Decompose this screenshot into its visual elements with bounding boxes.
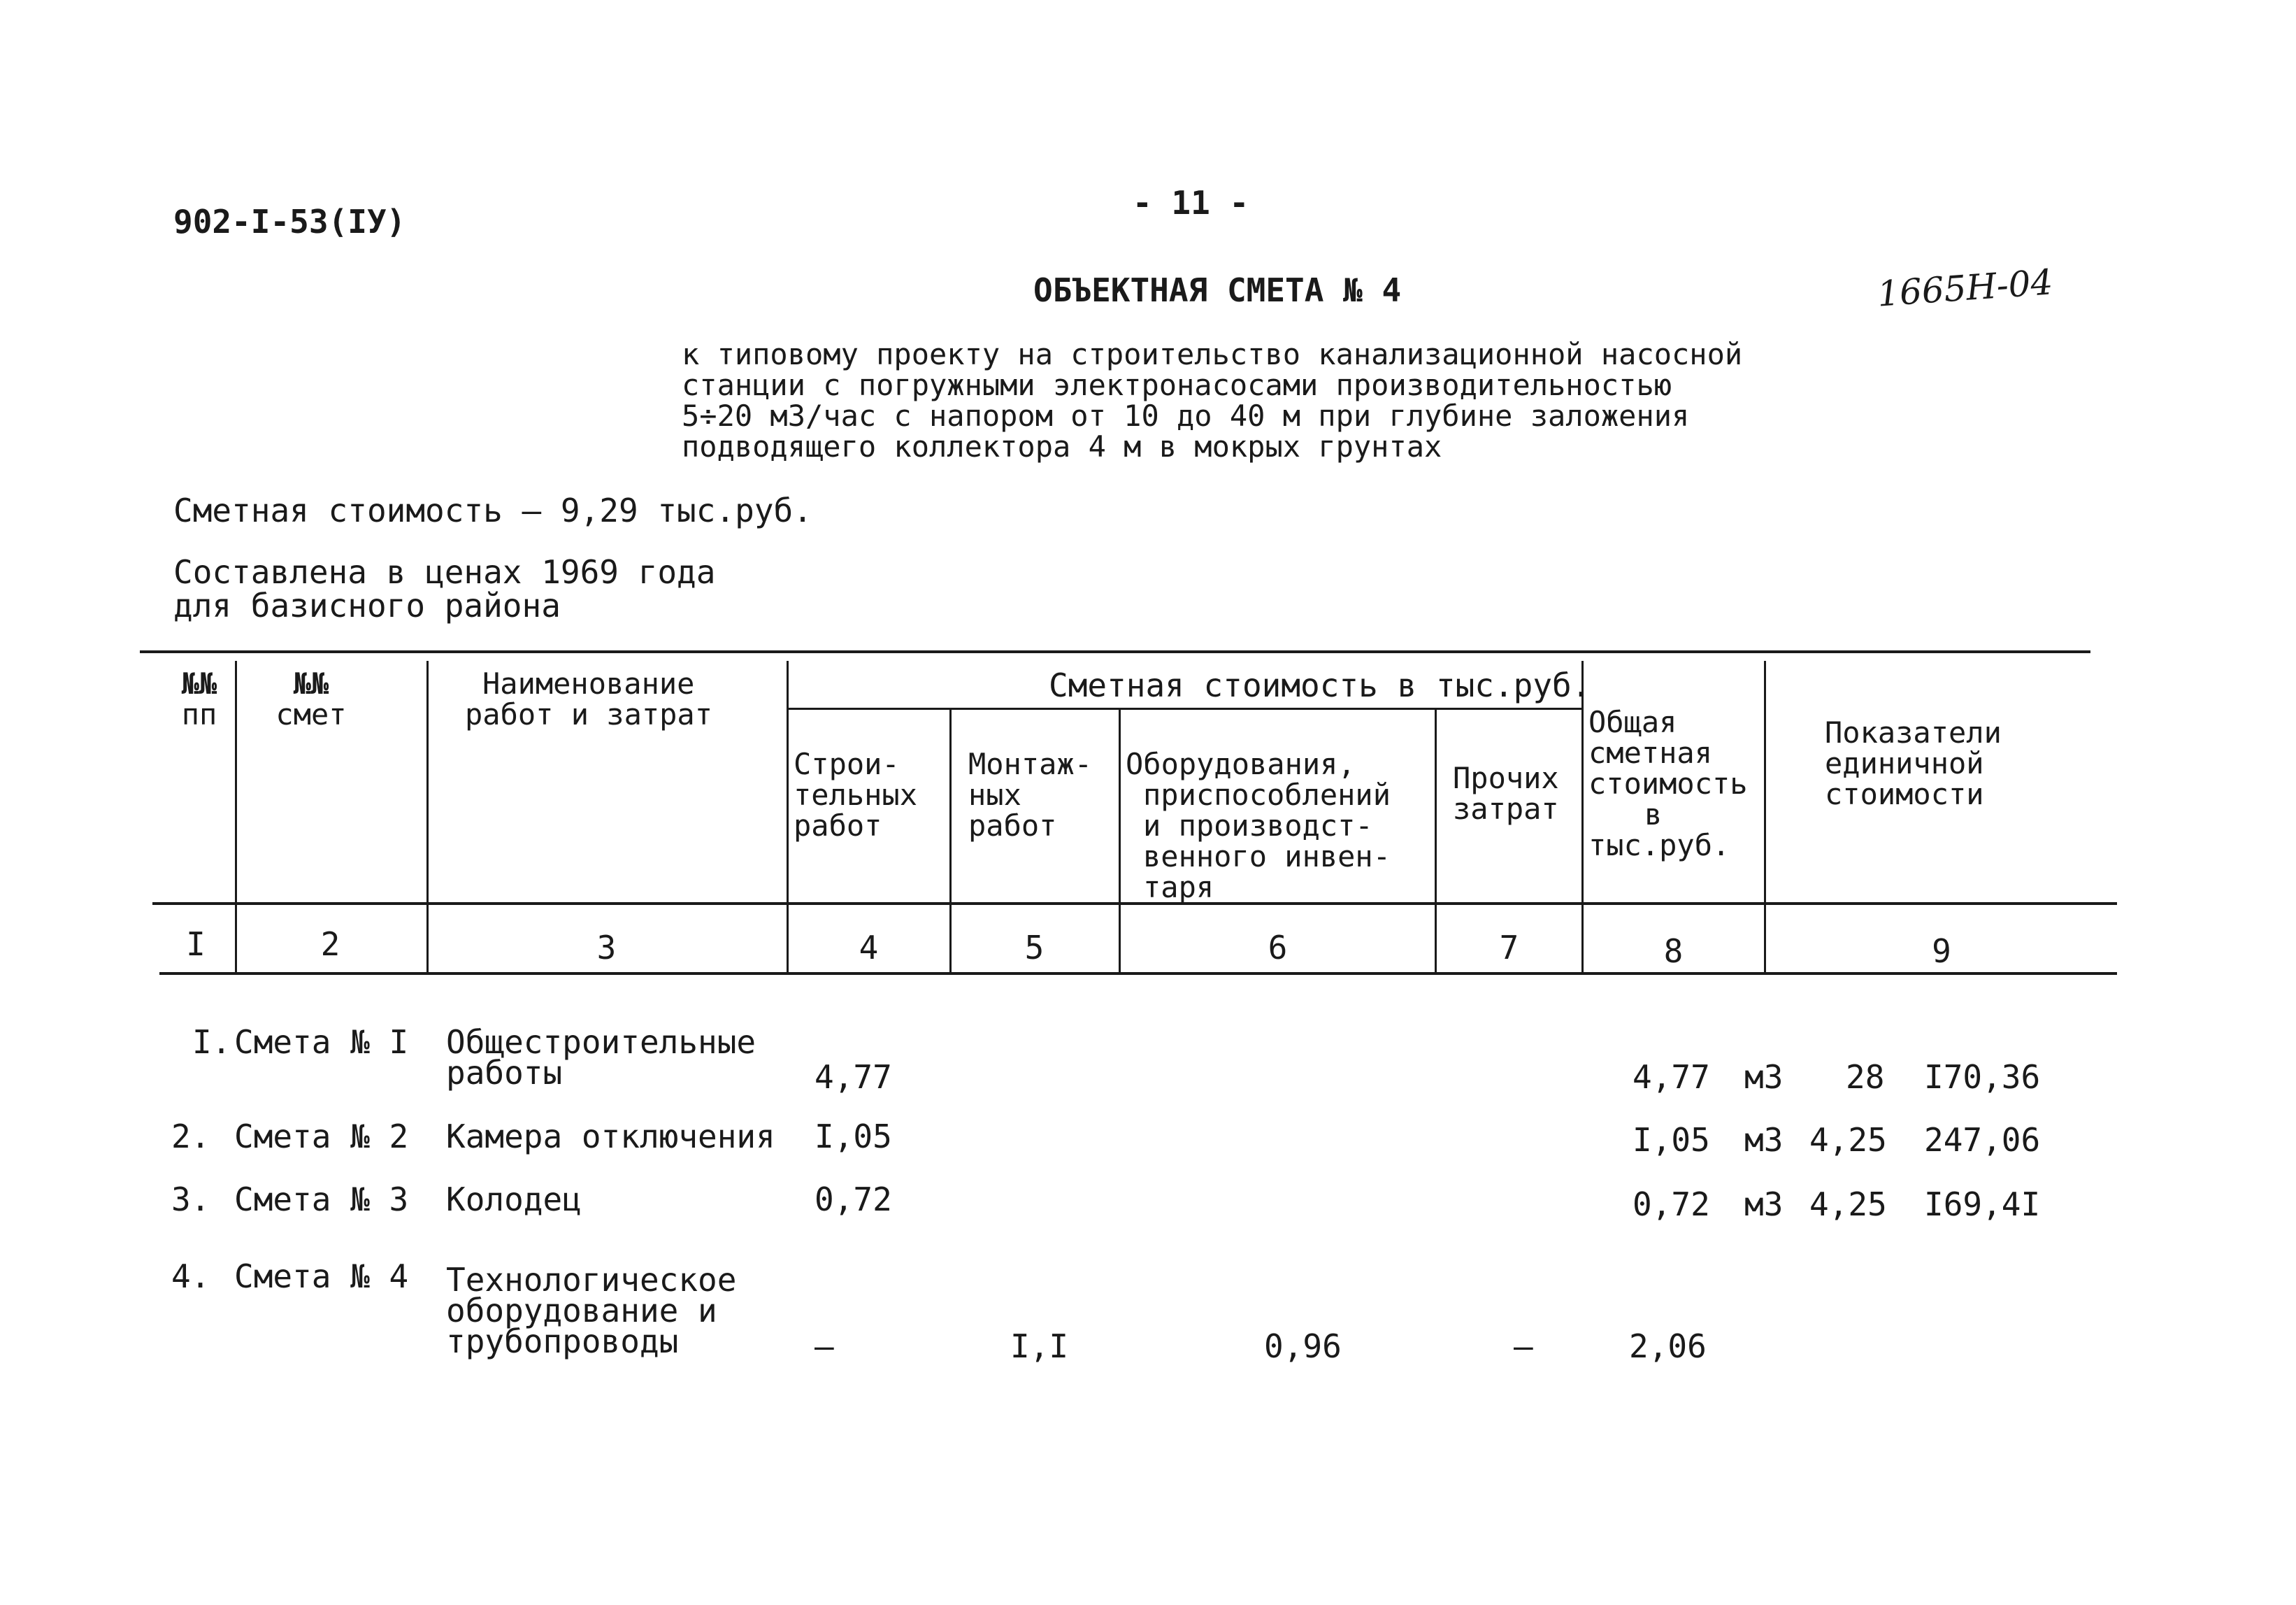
row-4-name-line-3: трубопроводы bbox=[446, 1322, 679, 1360]
col6-header-line-5: таря bbox=[1143, 870, 1214, 904]
row-1-name-line-2: работы bbox=[446, 1054, 563, 1092]
row-2-number: 2. bbox=[171, 1118, 210, 1155]
row-3-name-line-1: Колодец bbox=[446, 1180, 582, 1218]
row-4-mount-cost: I,I bbox=[1010, 1327, 1069, 1365]
col-divider-3 bbox=[787, 661, 789, 972]
row-1-unit-cost: I70,36 bbox=[1924, 1058, 2041, 1096]
col4-header-line-3: работ bbox=[794, 808, 882, 843]
col9-header-line-3: стоимости bbox=[1825, 777, 1984, 811]
row-3-unit: м3 bbox=[1744, 1185, 1784, 1223]
row-1-number: I. bbox=[192, 1023, 231, 1061]
col3-header-line-1: Наименование bbox=[482, 666, 695, 701]
col2-header-line-1: №№ bbox=[293, 666, 329, 701]
project-desc-line-4: подводящего коллектора 4 м в мокрых грунтах bbox=[682, 429, 1442, 464]
table-top-border bbox=[140, 650, 2090, 653]
document-title: ОБЪЕКТНАЯ СМЕТА № 4 bbox=[1033, 271, 1402, 309]
row-2-smeta: Смета № 2 bbox=[234, 1118, 409, 1155]
col8-header-line-2: сметная bbox=[1588, 736, 1713, 770]
col-number-8: 8 bbox=[1663, 932, 1684, 970]
row-4-number: 4. bbox=[171, 1257, 210, 1295]
row-3-qty: 4,25 bbox=[1809, 1185, 1887, 1223]
col-number-9: 9 bbox=[1932, 932, 1951, 970]
row-4-smeta: Смета № 4 bbox=[234, 1257, 409, 1295]
row-3-number: 3. bbox=[171, 1180, 210, 1218]
row-4-name-line-1: Технологическое bbox=[446, 1261, 737, 1299]
project-desc-line-2: станции с погружными электронасосами производительностью bbox=[682, 368, 1672, 402]
row-4-equip-cost: 0,96 bbox=[1264, 1327, 1342, 1365]
col1-header-line-1: №№ bbox=[181, 666, 217, 701]
row-3-build-cost: 0,72 bbox=[815, 1180, 892, 1218]
col-divider-4 bbox=[949, 708, 952, 972]
col-divider-6 bbox=[1435, 708, 1437, 972]
row-2-total-cost: I,05 bbox=[1633, 1121, 1710, 1159]
number-row-bottom-border bbox=[159, 972, 2117, 975]
col4-header-line-2: тельных bbox=[794, 778, 918, 812]
row-1-qty: 28 bbox=[1846, 1058, 1885, 1096]
col8-header-line-3: стоимость bbox=[1588, 766, 1748, 801]
group-header: Сметная стоимость в тыс.руб. bbox=[1049, 666, 1591, 704]
row-2-build-cost: I,05 bbox=[815, 1118, 892, 1155]
col-number-5: 5 bbox=[1024, 929, 1045, 966]
row-4-other-cost: – bbox=[1514, 1327, 1533, 1365]
project-desc-line-3: 5÷20 м3/час с напором от 10 до 40 м при глубине заложения bbox=[682, 399, 1690, 433]
row-2-unit-cost: 247,06 bbox=[1924, 1121, 2041, 1159]
col-number-1: I bbox=[186, 925, 206, 963]
col7-header-line-1: Прочих bbox=[1453, 761, 1559, 795]
group-header-border bbox=[789, 708, 1582, 710]
col5-header-line-2: ных bbox=[968, 778, 1021, 812]
row-1-total-cost: 4,77 bbox=[1633, 1058, 1710, 1096]
row-1-smeta: Смета № I bbox=[234, 1023, 409, 1061]
col6-header-line-2: приспособлений bbox=[1143, 778, 1391, 812]
col-divider-2 bbox=[426, 661, 429, 972]
prices-line-2: для базисного района bbox=[173, 587, 561, 625]
col-divider-1 bbox=[235, 661, 237, 972]
col4-header-line-1: Строи- bbox=[794, 747, 900, 781]
prices-line-1: Составлена в ценах 1969 года bbox=[173, 553, 716, 591]
estimated-cost: Сметная стоимость – 9,29 тыс.руб. bbox=[173, 492, 812, 529]
col-divider-5 bbox=[1119, 708, 1121, 972]
col1-header-line-2: пп bbox=[181, 697, 217, 732]
col3-header-line-2: работ и затрат bbox=[465, 697, 713, 732]
doc-code: 902-I-53(IУ) bbox=[173, 203, 406, 241]
row-4-build-cost: – bbox=[815, 1327, 834, 1365]
col9-header-line-2: единичной bbox=[1825, 746, 1984, 780]
row-3-smeta: Смета № 3 bbox=[234, 1180, 409, 1218]
row-4-total-cost: 2,06 bbox=[1629, 1327, 1707, 1365]
col7-header-line-2: затрат bbox=[1453, 792, 1559, 826]
row-3-unit-cost: I69,4I bbox=[1924, 1185, 2041, 1223]
col2-header-line-2: смет bbox=[275, 697, 347, 732]
row-2-qty: 4,25 bbox=[1809, 1121, 1887, 1159]
col5-header-line-3: работ bbox=[968, 808, 1057, 843]
handwritten-code: 1665Н-04 bbox=[1876, 262, 2055, 315]
col-divider-7 bbox=[1581, 661, 1584, 972]
col6-header-line-3: и производст- bbox=[1143, 808, 1373, 843]
col9-header-line-1: Показатели bbox=[1825, 715, 2002, 750]
col-number-2: 2 bbox=[320, 925, 340, 963]
col5-header-line-1: Монтаж- bbox=[968, 747, 1093, 781]
col8-header-line-5: тыс.руб. bbox=[1588, 828, 1730, 862]
row-1-name-line-1: Общестроительные bbox=[446, 1023, 756, 1061]
col-number-6: 6 bbox=[1268, 929, 1288, 966]
row-3-total-cost: 0,72 bbox=[1633, 1185, 1710, 1223]
col8-header-line-4: в bbox=[1644, 797, 1663, 832]
row-2-unit: м3 bbox=[1744, 1121, 1784, 1159]
row-4-name-line-2: оборудование и bbox=[446, 1292, 717, 1329]
col-number-7: 7 bbox=[1499, 929, 1519, 966]
row-1-build-cost: 4,77 bbox=[815, 1058, 892, 1096]
col-number-3: 3 bbox=[596, 929, 617, 966]
project-desc-line-1: к типовому проекту на строительство канализационной насосной bbox=[682, 337, 1743, 371]
row-2-name-line-1: Камера отключения bbox=[446, 1118, 775, 1155]
col6-header-line-4: венного инвен- bbox=[1143, 839, 1391, 873]
col-number-4: 4 bbox=[859, 929, 879, 966]
col-divider-8 bbox=[1764, 661, 1766, 972]
col8-header-line-1: Общая bbox=[1588, 705, 1677, 739]
page-number: - 11 - bbox=[1133, 184, 1249, 222]
row-1-unit: м3 bbox=[1744, 1058, 1784, 1096]
col6-header-line-1: Оборудования, bbox=[1126, 747, 1356, 781]
header-bottom-border bbox=[152, 902, 2117, 905]
